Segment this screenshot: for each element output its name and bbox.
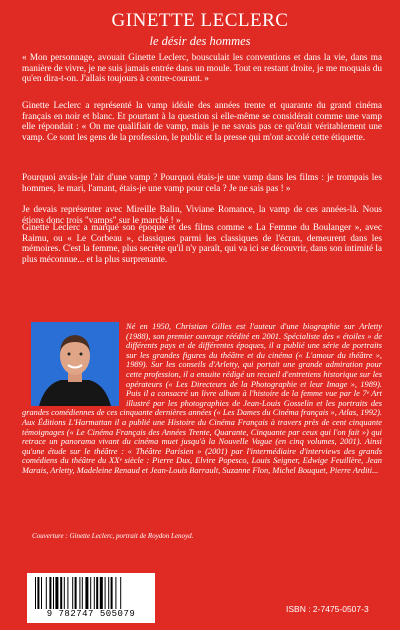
book-subtitle: le désir des hommes — [149, 34, 251, 48]
blurb-paragraph-4: Je devais représenter avec Mireille Balin, Viviane Romance, la vamp de ces années-là. Nous étions donc trois "vamps" sur le marché ! » — [22, 204, 382, 225]
blurb-paragraph-5: Ginette Leclerc a marqué son époque et des films comme « La Femme du Boulanger », avec Raimu, ou « Le Corbeau », classiques parmi les classiques de l'écran, demeurent dans les mémoires. C'est la femme, plus secrète qu'il n'y paraît, qui va ici se découvrir, dans son intimité la plus méconnue... et la plus surprenante. — [22, 222, 383, 264]
barcode-number: 9 782747 505079 — [46, 609, 136, 619]
author-photo — [31, 322, 119, 406]
author-bio: Né en 1950, Christian Gilles est l'auteur d'une biographie sur Arletty (1988), son premier ouvrage réédité en 2001. Spécialiste des « étoiles » de différents pays et de différentes époques, il a publié une série de portraits sur les grandes figures du théâtre et du cinéma (« L'amour du théâtre », 1989). Sur les conseils d'Arletty, qui portait une grande admiration pour cette profession, il a ensuite rédigé un recueil d'entretiens historique sur les opérateurs (« Les Directeurs de la Photographie et leur Image », 1989). Puis il a consacré un livre album à l'histoire de la femme vue par le 7ᵉ Art illustré par les photographies de Jean-Louis Gosselin et les portraits des grandes comédiennes de ces cinquante dernières années (« Les Dames du Cinéma français », Atlas, 1992). Aux Éditions L'Harmattan il a publié une Histoire du Cinéma Français à travers près de cent cinquante témoignages (« Le Cinéma Français des Années Trente, Quarante, Cinquante par ceux qui l'on fait ») qui retrace un panorama vivant du cinéma muet jusqu'à la Nouvelle Vague (en cinq volumes, 2001). Ainsi qu'une étude sur le théâtre : « Théâtre Parisien » (2001) par l'intermédiaire d'interviews des grands comédiens du théâtre du XXᵉ siècle : Pierre Dux, Elvire Popesco, Louis Seigner, Edwige Feuillère, Jean Marais, Arletty, Madeleine Renaud et Jean-Louis Barrault, Suzanne Flon, Michel Bouquet, Pierre Arditi... — [22, 322, 382, 475]
blurb-paragraph-2: Ginette Leclerc a représenté la vamp idéale des années trente et quarante du grand cinéma français en noir et blanc. Et pourtant à la question si elle-même se considérait comme une vamp elle répondait : « On me qualifiait de vamp, mais je ne savais pas ce qu'était véritablement une vamp. Ce sont les gens de la profession, le public et la presse qui m'ont accolé cette étiquette. — [22, 100, 382, 142]
barcode — [27, 573, 155, 623]
barcode-icon — [33, 577, 149, 609]
book-title: GINETTE LECLERC — [111, 10, 289, 31]
blurb-paragraph-3: Pourquoi avais-je l'air d'une vamp ? Pourquoi étais-je une vamp dans les films : je trompais les hommes, le mari, l'amant, étais-je une vamp pour cela ? Je ne sais pas ! » — [22, 172, 382, 193]
blurb-paragraph-1: « Mon personnage, avouait Ginette Leclerc, bousculait les conventions et dans la vie, dans ma manière de vivre, je ne suis jamais entrée dans un moule. Tout en restant droite, je me moquais du qu'en dira-t-on. J'allais toujours à contre-courant. » — [22, 52, 382, 84]
author-portrait-icon — [31, 322, 119, 406]
cover-credit: Couverture : Ginette Leclerc, portrait de Roydon Lenoyd. — [32, 532, 194, 540]
isbn: ISBN : 2-7475-0507-3 — [286, 604, 369, 614]
